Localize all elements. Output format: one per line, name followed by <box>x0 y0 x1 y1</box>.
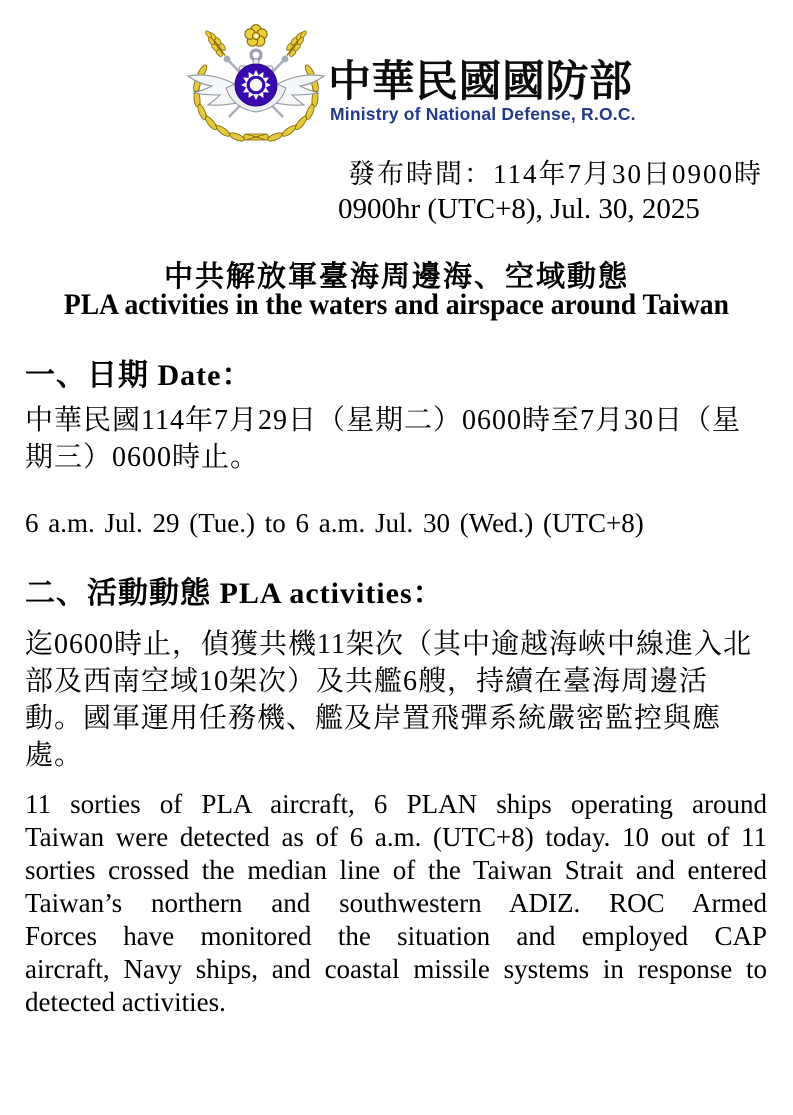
doc-title-cjk: 中共解放軍臺海周邊海、空域動態 <box>163 261 629 293</box>
body-line: 處。 <box>25 740 84 771</box>
body-line: sorties crossed the median line of the Taiwan Strait and entered <box>25 855 767 885</box>
release-time-cjk: 發布時間：114年7月30日0900時 <box>348 159 763 189</box>
body-line: 中華民國114年7月29日（星期二）0600時至7月30日（星 <box>25 405 741 436</box>
section-2-body-en <box>25 788 767 1019</box>
body-line: aircraft, Navy ships, and coastal missile systems in response to <box>25 954 767 984</box>
doc-title-en-text: PLA activities in the waters and airspace around Taiwan <box>63 288 730 321</box>
section-2-body-cjk <box>25 626 770 774</box>
section-1-heading: 一、日期 Date： <box>25 359 253 392</box>
release-time-block <box>338 152 763 226</box>
section-1-body-cjk <box>25 402 770 476</box>
body-line: 迄0600時止，偵獲共機11架次（其中逾越海峽中線進入北 <box>25 629 752 660</box>
body-line: Forces have monitored the situation and employed CAP <box>25 921 767 951</box>
section-1-body-en: 6 a.m. Jul. 29 (Tue.) to 6 a.m. Jul. 30 (Wed.) (UTC+8) <box>25 508 644 538</box>
doc-title-en <box>0 288 793 322</box>
body-line: 11 sorties of PLA aircraft, 6 PLAN ships operating around <box>25 789 767 819</box>
org-title-cjk: 中華民國國防部 <box>328 59 633 106</box>
body-line: Taiwan’s northern and southwestern ADIZ. ROC Armed <box>25 888 767 918</box>
section-2-heading: 二、活動動態 PLA activities： <box>25 577 444 610</box>
body-line: Taiwan were detected as of 6 a.m. (UTC+8) today. 10 out of 11 <box>25 822 767 852</box>
body-line: 部及西南空域10架次）及共艦6艘，持續在臺海周邊活 <box>25 666 709 697</box>
org-title-en: Ministry of National Defense, R.O.C. <box>330 104 636 124</box>
body-line: 動。國軍運用任務機、艦及岸置飛彈系統嚴密監控與應 <box>25 703 722 734</box>
mnd-emblem-icon <box>182 22 330 148</box>
release-time-en: 0900hr (UTC+8), Jul. 30, 2025 <box>338 193 700 225</box>
body-line: detected activities. <box>25 987 226 1017</box>
body-line: 期三）0600時止。 <box>25 442 260 473</box>
